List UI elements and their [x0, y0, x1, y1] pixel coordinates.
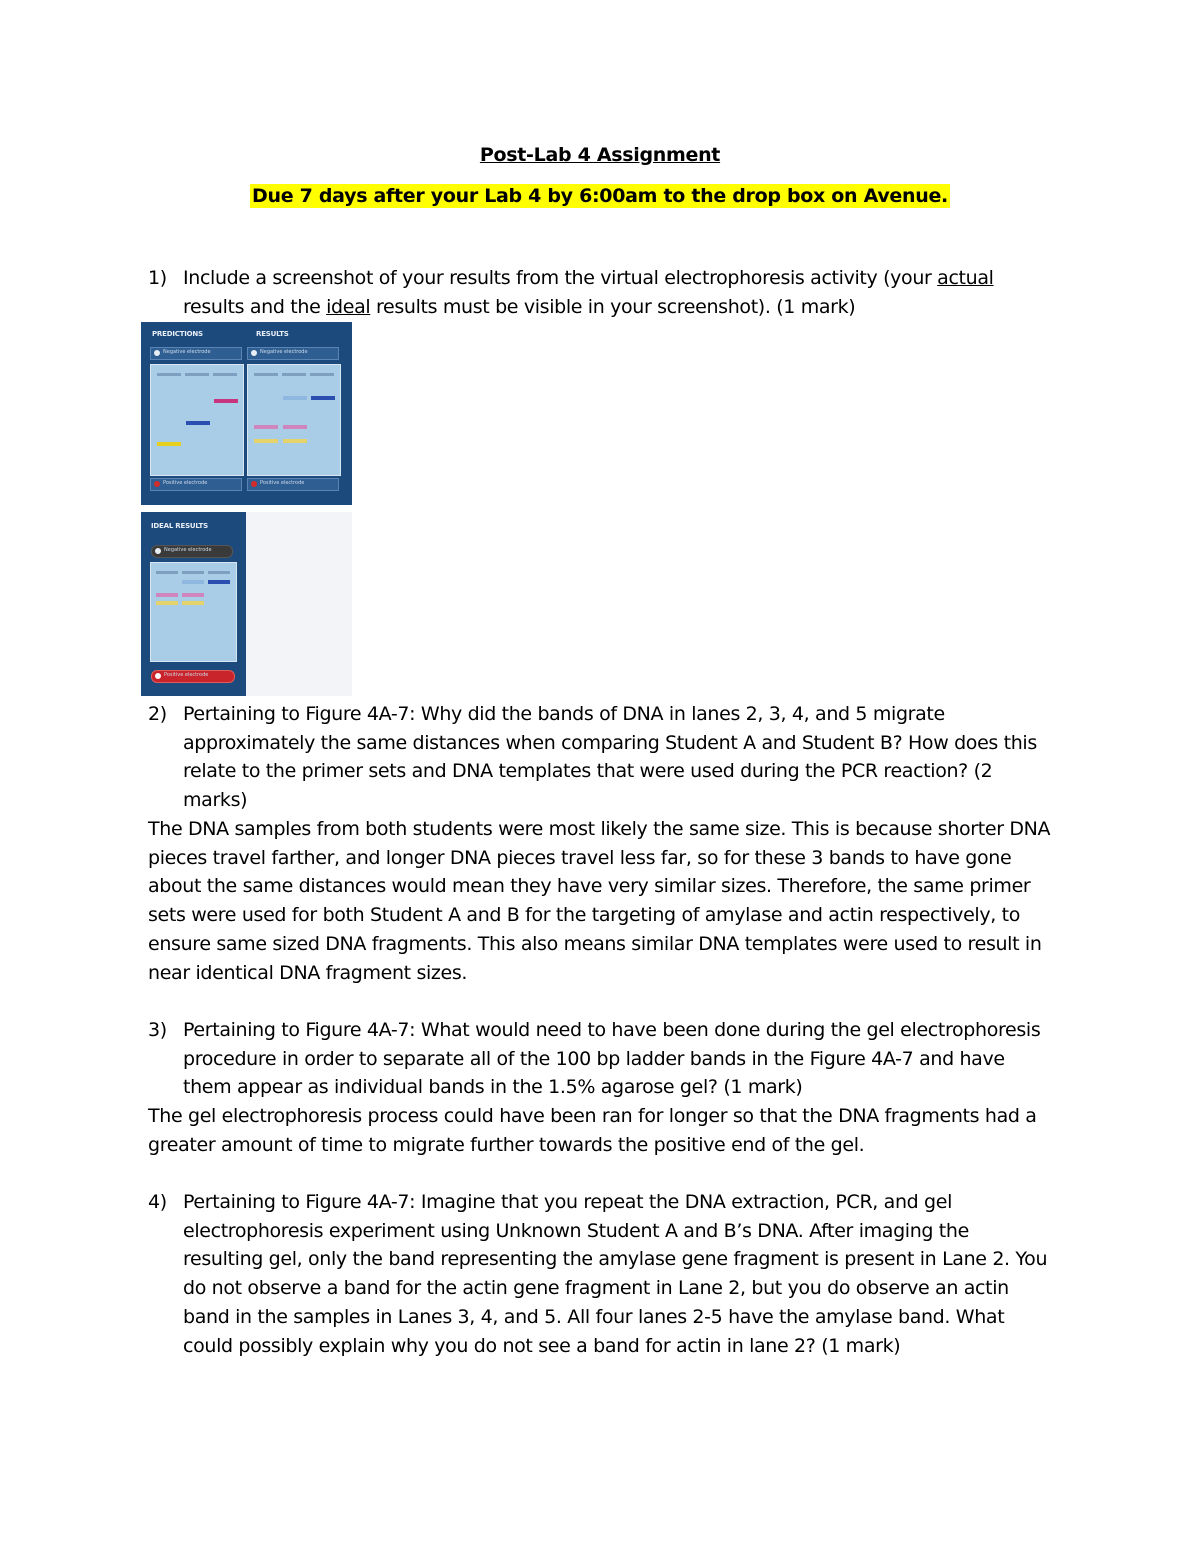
- positive-electrode-label: Positive electrode: [260, 480, 305, 486]
- gel-well: [213, 373, 237, 376]
- question-number: 1): [148, 267, 167, 289]
- dna-band-light-yellow: [182, 601, 204, 605]
- due-line: [0, 184, 1200, 208]
- positive-electrode-label: Positive electrode: [164, 672, 209, 678]
- question-number: 2): [148, 703, 167, 725]
- question-text-part: results must be visible in your screenshot). (1 mark): [370, 295, 856, 318]
- answer-3: The gel electrophoresis process could have been ran for longer so that the DNA fragments had a greater amount of time to migrate further towards the positive end of the gel.: [148, 1105, 1037, 1156]
- underlined-word-actual: actual: [937, 267, 994, 289]
- question-text-part: results and the: [183, 295, 327, 318]
- results-screenshot: [141, 322, 352, 505]
- dna-band-pink: [156, 593, 178, 597]
- question-2: [148, 700, 1048, 815]
- positive-electrode-results: [247, 478, 339, 491]
- results-label: RESULTS: [256, 330, 289, 338]
- results-gel: [247, 364, 341, 476]
- dna-band-light-yellow: [156, 601, 178, 605]
- dna-band-pink: [283, 425, 307, 429]
- question-1: [148, 264, 1048, 321]
- question-text: [183, 264, 1048, 321]
- dna-band-pink: [254, 425, 278, 429]
- negative-electrode-label: Negative electrode: [164, 547, 212, 553]
- minus-icon: [251, 350, 257, 356]
- answer-2: The DNA samples from both students were most likely the same size. This is because shorter DNA pieces travel farther, and longer DNA pieces travel less far, so for these 3 bands to have gone about the same distances would mean they have very similar sizes. Therefore, the same primer sets were used for both Student A and B for the targeting of amylase and actin respectively, to ensure same sized DNA fragments. This also means similar DNA templates were used to result in near identical DNA fragment sizes.: [148, 818, 1051, 984]
- gel-well: [157, 373, 181, 376]
- negative-electrode-prediction: [150, 347, 242, 360]
- minus-icon: [155, 548, 161, 554]
- due-highlight: Due 7 days after your Lab 4 by 6:00am to the drop box on Avenue.: [252, 185, 948, 207]
- question-number: 4): [148, 1191, 167, 1213]
- negative-electrode-ideal: [151, 545, 233, 558]
- gel-well: [310, 373, 334, 376]
- underlined-word-ideal: ideal: [326, 295, 371, 318]
- gel-well: [282, 373, 306, 376]
- plus-icon: [251, 481, 257, 487]
- gel-well: [185, 373, 209, 376]
- negative-electrode-label: Negative electrode: [260, 349, 308, 355]
- question-text: Pertaining to Figure 4A-7: Imagine that you repeat the DNA extraction, PCR, and gel electrophoresis experiment using Unknown Student A and B’s DNA. After imaging the resulting gel, only the band representing the amylase gene fragment is present in Lane 2. You do not observe a band for the actin gene fragment in Lane 2, but you do observe an actin band in the samples in Lanes 3, 4, and 5. All four lanes 2-5 have the amylase band. What could possibly explain why you do not see a band for actin in lane 2? (1 mark): [183, 1191, 1048, 1357]
- plus-icon: [154, 481, 160, 487]
- positive-electrode-prediction: [150, 478, 242, 491]
- dna-band-blue: [208, 580, 230, 584]
- negative-electrode-results: [247, 347, 339, 360]
- ideal-gel: [150, 562, 237, 662]
- page-title: Post-Lab 4 Assignment: [479, 144, 721, 166]
- gel-well: [208, 571, 230, 574]
- screenshot-background: [246, 512, 352, 696]
- question-text: Pertaining to Figure 4A-7: Why did the bands of DNA in lanes 2, 3, 4, and 5 migrate approximately the same distances when comparing Student A and Student B? How does this relate to the primer sets and DNA templates that were used during the PCR reaction? (2 marks): [183, 703, 1037, 812]
- negative-electrode-label: Negative electrode: [163, 349, 211, 355]
- positive-electrode-label: Positive electrode: [163, 480, 208, 486]
- dna-band-yellow: [157, 442, 181, 446]
- ideal-results-label: IDEAL RESULTS: [151, 522, 208, 530]
- gel-well: [156, 571, 178, 574]
- prediction-gel: [150, 364, 244, 476]
- dna-band-pink: [182, 593, 204, 597]
- question-3: [148, 1016, 1048, 1102]
- question-4: [148, 1188, 1048, 1360]
- dna-band-blue: [311, 396, 335, 400]
- predictions-label: PREDICTIONS: [152, 330, 203, 338]
- plus-icon: [155, 673, 161, 679]
- dna-band-blue: [186, 421, 210, 425]
- minus-icon: [154, 350, 160, 356]
- dna-band-light-blue: [182, 580, 204, 584]
- gel-well: [182, 571, 204, 574]
- ideal-results-screenshot: [141, 512, 246, 696]
- positive-electrode-ideal: [151, 670, 235, 683]
- question-text-part: Include a screenshot of your results from the virtual electrophoresis activity (your: [183, 267, 938, 289]
- dna-band-light-yellow: [283, 439, 307, 443]
- dna-band-light-yellow: [254, 439, 278, 443]
- dna-band-light-blue: [283, 396, 307, 400]
- question-number: 3): [148, 1019, 167, 1041]
- question-text: Pertaining to Figure 4A-7: What would need to have been done during the gel electrophoresis procedure in order to separate all of the 100 bp ladder bands in the Figure 4A-7 and have them appear as individual bands in the 1.5% agarose gel? (1 mark): [183, 1019, 1041, 1099]
- gel-well: [254, 373, 278, 376]
- dna-band-magenta: [214, 399, 238, 403]
